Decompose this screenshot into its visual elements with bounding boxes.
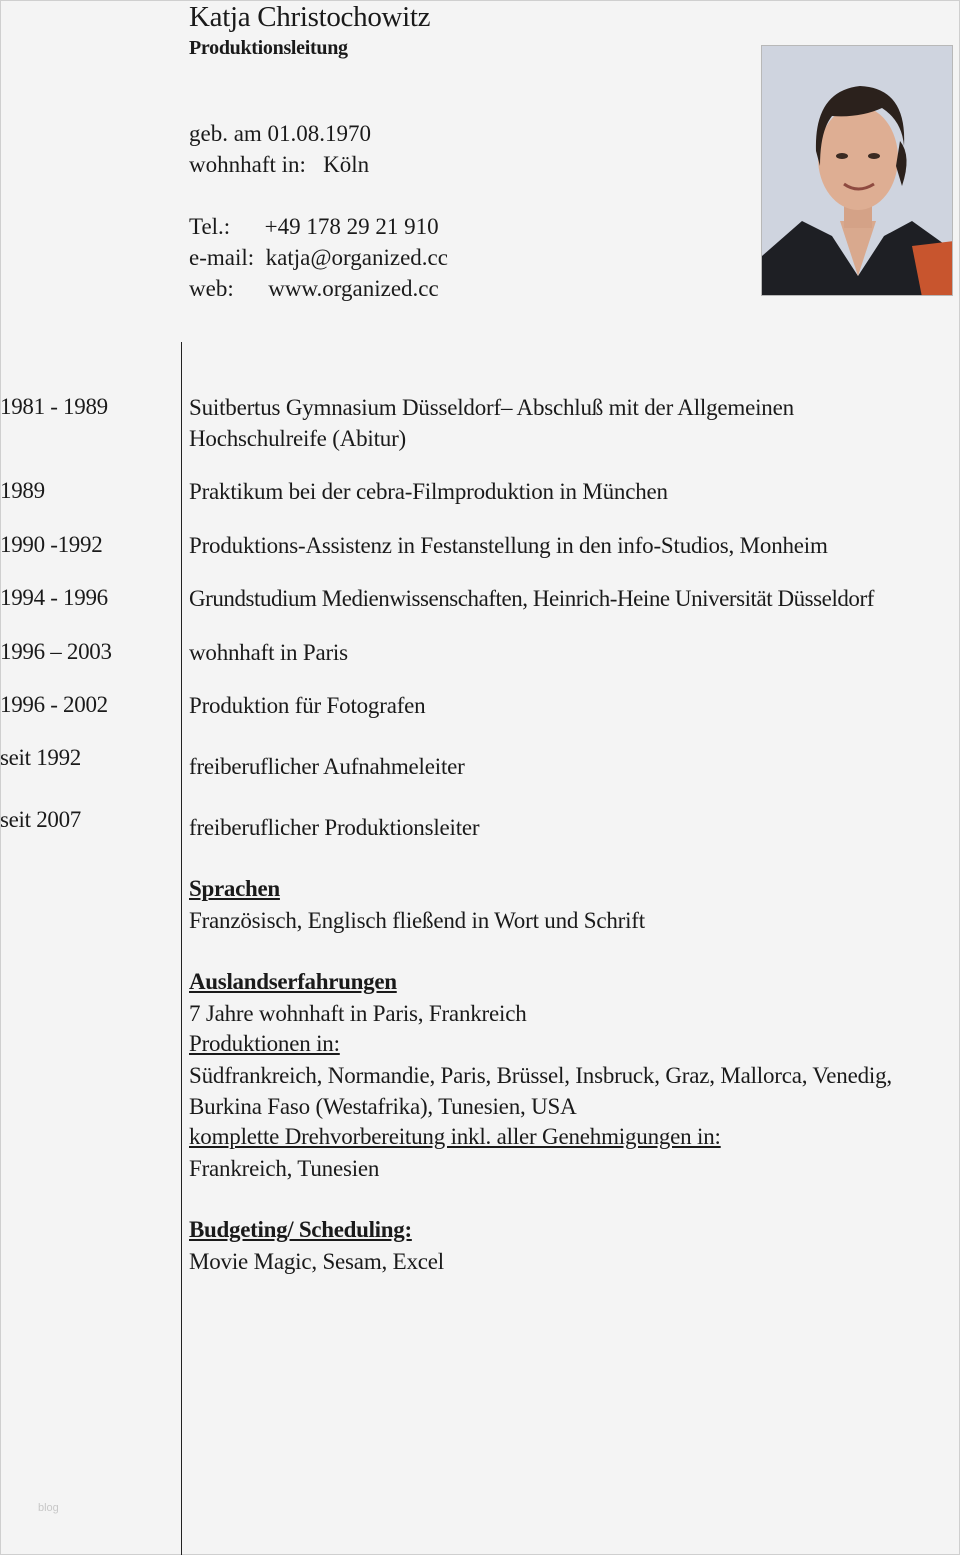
timeline-entry: Praktikum bei der cebra-Filmproduktion in München xyxy=(189,479,668,504)
timeline-year: seit 1992 xyxy=(0,745,81,770)
cv-role: Produktionsleitung xyxy=(189,37,348,59)
birth-date: geb. am 01.08.1970 xyxy=(189,121,372,146)
timeline-year: 1996 - 2002 xyxy=(0,692,108,717)
vertical-divider xyxy=(181,342,182,1555)
phone: Tel.: +49 178 29 21 910 xyxy=(189,214,439,239)
timeline-year: 1981 - 1989 xyxy=(0,394,108,419)
timeline-entry: wohnhaft in Paris xyxy=(189,640,348,665)
portrait-illustration xyxy=(762,46,953,296)
email: e-mail: katja@organized.cc xyxy=(189,245,448,270)
timeline-year: seit 2007 xyxy=(0,807,81,832)
timeline-entry: Produktions-Assistenz in Festanstellung in den info-Studios, Monheim xyxy=(189,533,828,558)
timeline-entry: Produktion für Fotografen xyxy=(189,693,426,718)
timeline-entry: freiberuflicher Aufnahmeleiter xyxy=(189,754,465,779)
timeline-year: 1989 xyxy=(0,478,45,503)
productions-label: Produktionen in: xyxy=(189,1031,340,1056)
portrait-photo xyxy=(761,45,953,296)
abroad-residence: 7 Jahre wohnhaft in Paris, Frankreich xyxy=(189,1001,527,1026)
languages-text: Französisch, Englisch fließend in Wort und Schrift xyxy=(189,908,645,933)
cv-name: Katja Christochowitz xyxy=(189,1,431,33)
budgeting-text: Movie Magic, Sesam, Excel xyxy=(189,1249,444,1274)
timeline-year: 1994 - 1996 xyxy=(0,585,108,610)
languages-heading: Sprachen xyxy=(189,876,280,901)
preparation-text: Frankreich, Tunesien xyxy=(189,1156,380,1181)
budgeting-heading: Budgeting/ Scheduling: xyxy=(189,1217,412,1242)
timeline-entry: Suitbertus Gymnasium Düsseldorf– Abschluß mit der Allgemeinen xyxy=(189,395,794,420)
timeline-entry: freiberuflicher Produktionsleiter xyxy=(189,815,480,840)
timeline-year: 1990 -1992 xyxy=(0,532,103,557)
preparation-label: komplette Drehvorbereitung inkl. aller Genehmigungen in: xyxy=(189,1124,721,1149)
timeline-entry: Grundstudium Medienwissenschaften, Heinrich-Heine Universität Düsseldorf xyxy=(189,586,874,611)
productions-list: Südfrankreich, Normandie, Paris, Brüssel, Insbruck, Graz, Mallorca, Venedig, xyxy=(189,1063,892,1088)
timeline-year: 1996 – 2003 xyxy=(0,639,112,664)
timeline-entry-cont: Hochschulreife (Abitur) xyxy=(189,426,407,451)
watermark: blog xyxy=(38,1502,59,1514)
residence: wohnhaft in: Köln xyxy=(189,152,370,177)
abroad-heading: Auslandserfahrungen xyxy=(189,969,397,994)
productions-list-cont: Burkina Faso (Westafrika), Tunesien, USA xyxy=(189,1094,577,1119)
website: web: www.organized.cc xyxy=(189,276,439,301)
